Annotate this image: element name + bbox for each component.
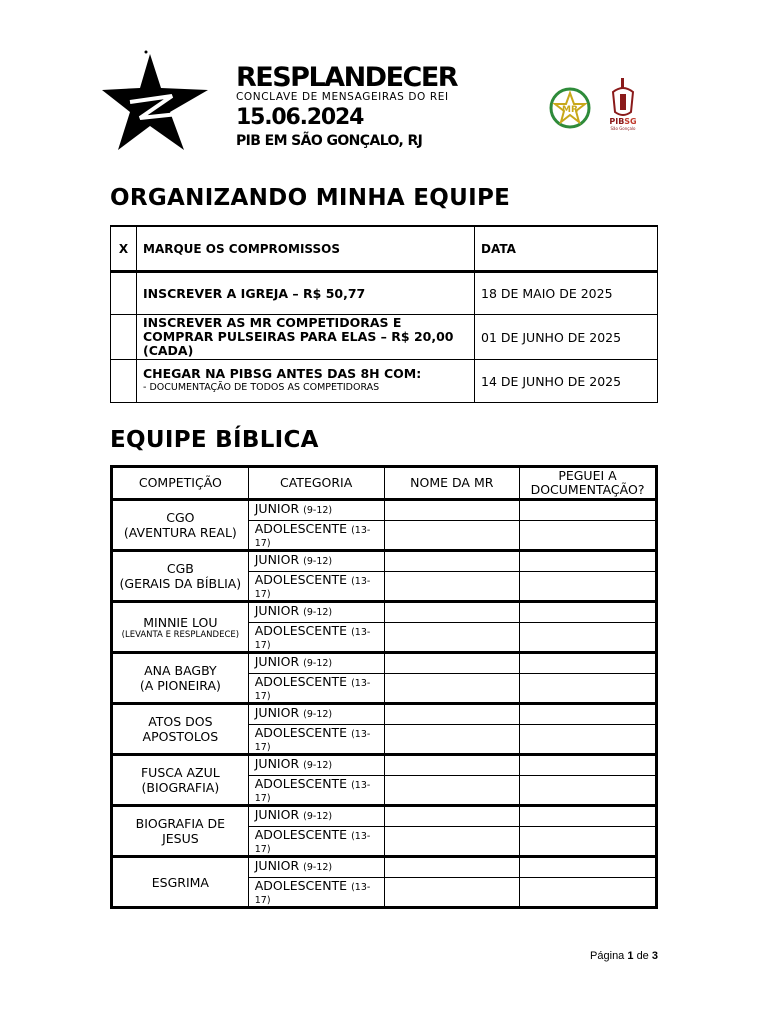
category-teen xyxy=(248,878,384,908)
competition-name: MINNIE LOU xyxy=(143,614,218,630)
table-row xyxy=(112,500,657,521)
competition-sub: (BIOGRAFIA) xyxy=(141,780,220,795)
doc-cell[interactable] xyxy=(520,755,657,776)
name-cell[interactable] xyxy=(384,572,519,602)
category-label: ADOLESCENTE xyxy=(254,827,348,842)
doc-cell[interactable] xyxy=(520,623,657,653)
category-age: (13-17) xyxy=(254,576,371,600)
category-junior xyxy=(248,806,384,827)
category-teen xyxy=(248,725,384,755)
name-cell[interactable] xyxy=(384,776,519,806)
category-label: JUNIOR xyxy=(254,756,300,771)
category-age: (13-17) xyxy=(254,678,371,702)
competition-cell xyxy=(112,500,249,551)
doc-cell[interactable] xyxy=(520,653,657,674)
doc-cell[interactable] xyxy=(520,551,657,572)
doc-cell[interactable] xyxy=(520,521,657,551)
name-cell[interactable] xyxy=(384,857,519,878)
doc-cell[interactable] xyxy=(520,806,657,827)
doc-cell[interactable] xyxy=(520,674,657,704)
category-label: JUNIOR xyxy=(254,654,300,669)
category-label: ADOLESCENTE xyxy=(254,674,348,689)
section-title-equipe: EQUIPE BÍBLICA xyxy=(110,427,319,453)
name-cell[interactable] xyxy=(384,653,519,674)
category-label: JUNIOR xyxy=(254,807,300,822)
header-nome: NOME DA MR xyxy=(384,467,519,500)
table-row xyxy=(111,272,658,315)
task-cell xyxy=(137,360,475,403)
table-row xyxy=(111,360,658,403)
brand-title: RESPLANDECER xyxy=(236,62,458,93)
star-logo-icon xyxy=(100,50,212,154)
category-junior xyxy=(248,500,384,521)
category-age: (13-17) xyxy=(254,627,371,651)
name-cell[interactable] xyxy=(384,878,519,908)
category-label: JUNIOR xyxy=(254,552,300,567)
header-categoria: CATEGORIA xyxy=(248,467,384,500)
table-row xyxy=(112,755,657,776)
name-cell[interactable] xyxy=(384,602,519,623)
category-junior xyxy=(248,653,384,674)
competition-sub: (GERAIS DA BÍBLIA) xyxy=(119,576,242,591)
table-row xyxy=(112,602,657,623)
brand-subtitle: CONCLAVE DE MENSAGEIRAS DO REI xyxy=(236,91,449,103)
header-documentacao: PEGUEI A DOCUMENTAÇÃO? xyxy=(520,467,657,500)
name-cell[interactable] xyxy=(384,806,519,827)
category-label: ADOLESCENTE xyxy=(254,623,348,638)
category-age: (9-12) xyxy=(303,607,333,618)
doc-cell[interactable] xyxy=(520,827,657,857)
competition-name: ATOS DOS APOSTOLOS xyxy=(142,714,219,744)
competition-name: CGB xyxy=(166,561,194,576)
mr-logo-text: MR xyxy=(562,105,578,115)
name-cell[interactable] xyxy=(384,623,519,653)
checkbox-cell[interactable] xyxy=(111,360,137,403)
competition-cell xyxy=(112,806,249,857)
pib-logo-label xyxy=(608,117,638,126)
category-label: JUNIOR xyxy=(254,603,300,618)
category-teen xyxy=(248,623,384,653)
table-row xyxy=(112,551,657,572)
category-junior xyxy=(248,602,384,623)
event-place: PIB EM SÃO GONÇALO, RJ xyxy=(236,133,423,149)
page-footer xyxy=(590,950,658,962)
header-competicao: COMPETIÇÃO xyxy=(112,467,249,500)
table-row xyxy=(112,704,657,725)
task-text: INSCREVER AS MR COMPETIDORAS E COMPRAR PULSEIRAS PARA ELAS – R$ 20,00 (CADA) xyxy=(137,315,475,360)
category-label: ADOLESCENTE xyxy=(254,776,348,791)
name-cell[interactable] xyxy=(384,755,519,776)
page-number: 1 xyxy=(627,950,634,962)
doc-cell[interactable] xyxy=(520,776,657,806)
category-teen xyxy=(248,827,384,857)
section-title-organizando: ORGANIZANDO MINHA EQUIPE xyxy=(110,185,511,211)
page-label: Página xyxy=(590,950,625,962)
category-age: (9-12) xyxy=(303,505,333,516)
pib-logo-main: PIB xyxy=(609,117,625,126)
name-cell[interactable] xyxy=(384,551,519,572)
category-junior xyxy=(248,704,384,725)
doc-cell[interactable] xyxy=(520,725,657,755)
category-label: JUNIOR xyxy=(254,501,300,516)
category-age: (9-12) xyxy=(303,658,333,669)
category-age: (9-12) xyxy=(303,556,333,567)
category-label: ADOLESCENTE xyxy=(254,521,348,536)
table-header-row xyxy=(111,226,658,272)
doc-cell[interactable] xyxy=(520,572,657,602)
competition-cell xyxy=(112,551,249,602)
table-row xyxy=(112,653,657,674)
competition-sub: (A PIONEIRA) xyxy=(139,678,221,693)
competition-cell xyxy=(112,857,249,908)
pib-logo-small: São Gonçalo xyxy=(610,126,636,131)
team-table-body xyxy=(112,500,657,908)
category-age: (13-17) xyxy=(254,882,371,906)
competition-name: ESGRIMA xyxy=(151,874,209,890)
name-cell[interactable] xyxy=(384,725,519,755)
competition-cell xyxy=(112,755,249,806)
category-label: ADOLESCENTE xyxy=(254,725,348,740)
category-age: (13-17) xyxy=(254,525,371,549)
competition-cell xyxy=(112,704,249,755)
pib-logo-sg: SG xyxy=(624,117,637,126)
header-data: DATA xyxy=(475,226,658,272)
category-label: ADOLESCENTE xyxy=(254,572,348,587)
category-age: (9-12) xyxy=(303,811,333,822)
doc-cell[interactable] xyxy=(520,704,657,725)
name-cell[interactable] xyxy=(384,500,519,521)
category-age: (9-12) xyxy=(303,862,333,873)
brand-block xyxy=(236,64,457,150)
competition-name: ANA BAGBY xyxy=(144,663,217,678)
checkbox-cell[interactable] xyxy=(111,272,137,315)
category-label: ADOLESCENTE xyxy=(254,878,348,893)
mr-logo-icon xyxy=(549,87,591,129)
task-text: CHEGAR NA PIBSG ANTES DAS 8H COM: xyxy=(143,366,422,381)
table-row xyxy=(112,806,657,827)
name-cell[interactable] xyxy=(384,704,519,725)
name-cell[interactable] xyxy=(384,674,519,704)
header-compromissos: MARQUE OS COMPROMISSOS xyxy=(137,226,475,272)
header-x: X xyxy=(111,226,137,272)
competition-small: (LEVANTA E RESPLANDECE) xyxy=(121,629,240,640)
event-date: 15.06.2024 xyxy=(236,105,364,130)
category-junior xyxy=(248,857,384,878)
category-label: JUNIOR xyxy=(254,858,300,873)
task-text: INSCREVER A IGREJA – R$ 50,77 xyxy=(137,272,475,315)
competition-cell xyxy=(112,653,249,704)
task-date: 18 DE MAIO DE 2025 xyxy=(475,272,658,315)
doc-cell[interactable] xyxy=(520,878,657,908)
category-junior xyxy=(248,755,384,776)
doc-cell[interactable] xyxy=(520,602,657,623)
commitments-table xyxy=(110,225,658,403)
category-age: (13-17) xyxy=(254,729,371,753)
competition-cell xyxy=(112,602,249,653)
competition-name: CGO xyxy=(166,510,195,525)
table-row xyxy=(111,315,658,360)
category-label: JUNIOR xyxy=(254,705,300,720)
table-header-row xyxy=(112,467,657,500)
doc-cell[interactable] xyxy=(520,500,657,521)
category-teen xyxy=(248,521,384,551)
category-teen xyxy=(248,674,384,704)
category-age: (9-12) xyxy=(303,709,333,720)
category-age: (13-17) xyxy=(254,780,371,804)
category-age: (13-17) xyxy=(254,831,371,855)
category-teen xyxy=(248,776,384,806)
name-cell[interactable] xyxy=(384,827,519,857)
name-cell[interactable] xyxy=(384,521,519,551)
checkbox-cell[interactable] xyxy=(111,315,137,360)
competition-sub: (AVENTURA REAL) xyxy=(123,525,237,540)
page-of: de xyxy=(636,950,649,962)
doc-cell[interactable] xyxy=(520,857,657,878)
task-date: 01 DE JUNHO DE 2025 xyxy=(475,315,658,360)
table-row xyxy=(112,857,657,878)
category-teen xyxy=(248,572,384,602)
competition-name: BIOGRAFIA DE JESUS xyxy=(135,816,226,846)
task-note: - DOCUMENTAÇÃO DE TODOS AS COMPETIDORAS xyxy=(143,382,380,393)
competition-name: FUSCA AZUL xyxy=(140,765,220,780)
task-date: 14 DE JUNHO DE 2025 xyxy=(475,360,658,403)
category-age: (9-12) xyxy=(303,760,333,771)
team-table xyxy=(110,465,658,909)
event-header xyxy=(100,50,660,160)
category-junior xyxy=(248,551,384,572)
page-total: 3 xyxy=(651,950,658,962)
